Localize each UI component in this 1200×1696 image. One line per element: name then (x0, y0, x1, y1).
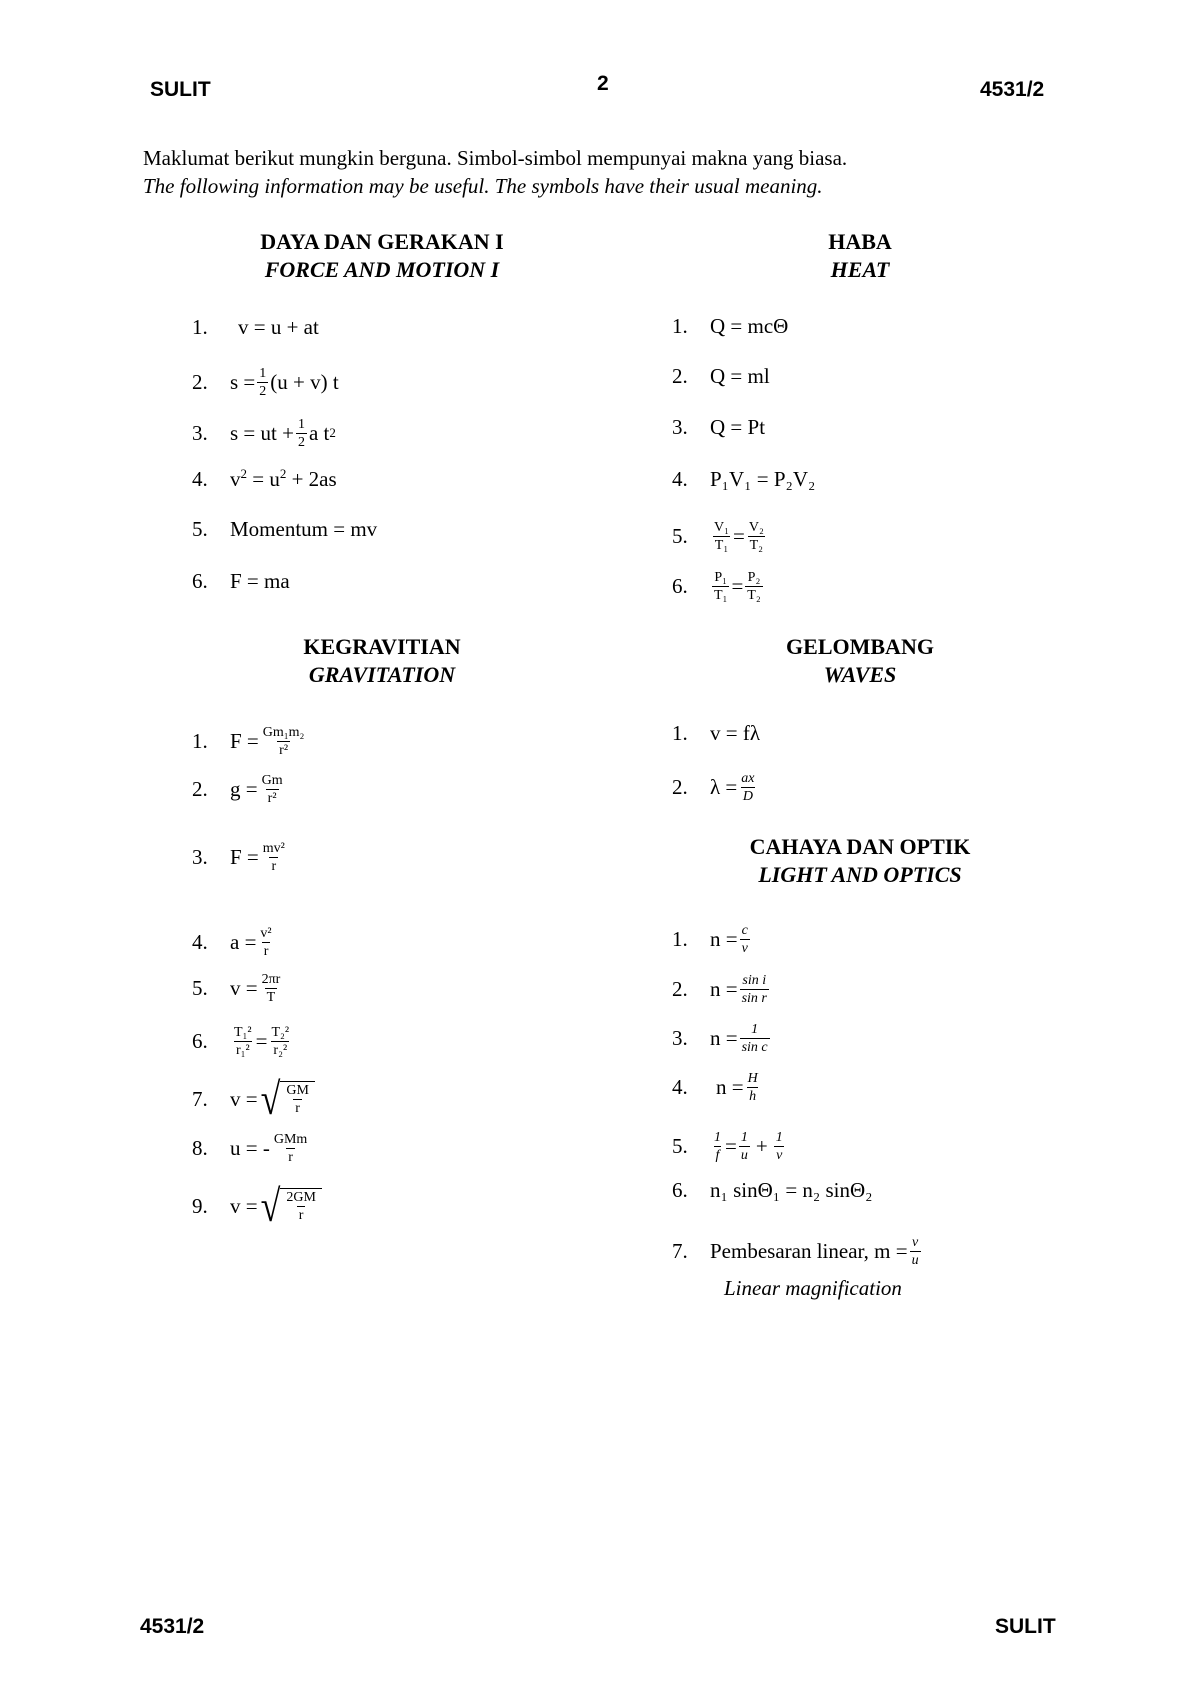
formula-item (192, 455, 337, 503)
item-number: 5. (672, 1133, 688, 1158)
radical-sign: √ (260, 1074, 281, 1124)
item-number: 2. (672, 976, 688, 1001)
formula: Momentum = mv (230, 516, 378, 541)
formula-item (192, 1017, 293, 1065)
formula-item (672, 352, 770, 400)
denominator: T₁ (714, 587, 728, 603)
formula-lhs: n = (710, 976, 738, 1001)
formula: v = u + at (238, 314, 319, 339)
formula: n₁ sinΘ₁ = n₂ sinΘ₂ (710, 1177, 873, 1202)
denominator: v (741, 940, 748, 956)
fraction (284, 1082, 311, 1117)
item-number: 7. (192, 1086, 208, 1111)
denominator: r (271, 858, 277, 874)
section-title-english: GRAVITATION (308, 662, 456, 687)
item-number: 9. (192, 1193, 208, 1218)
formula-item (672, 965, 771, 1013)
formula (710, 972, 771, 1007)
formula (230, 1074, 315, 1124)
item-number: 4. (192, 929, 208, 954)
fraction (261, 724, 307, 759)
formula-item (672, 709, 760, 757)
numerator: 1 (297, 416, 305, 432)
formula-item (192, 505, 377, 553)
fraction (269, 1024, 291, 1059)
square-root (260, 1181, 322, 1231)
denominator: h (749, 1088, 757, 1104)
formula-text: Pembesaran linear, m = (710, 1238, 908, 1263)
denominator: u (911, 1252, 919, 1268)
item-number: 6. (192, 568, 208, 593)
page-number: 2 (597, 72, 609, 95)
formula (230, 724, 308, 759)
item-number: 4. (672, 466, 688, 491)
formula-lhs: F = (230, 728, 259, 753)
numerator: 2GM (286, 1190, 316, 1205)
fraction (910, 1234, 921, 1269)
formula-item (672, 915, 752, 963)
numerator: GM (286, 1083, 309, 1098)
item-number: 7. (672, 1238, 688, 1263)
formula-lhs: n = (716, 1074, 744, 1099)
fraction (740, 1021, 770, 1056)
section-title-malay: KEGRAVITIAN (303, 634, 461, 659)
square-root (260, 1074, 315, 1124)
radical-sign: √ (260, 1181, 281, 1231)
formula (716, 1070, 762, 1105)
formula (710, 922, 752, 957)
numerator: v (912, 1234, 919, 1250)
footer-paper-code: 4531/2 (140, 1615, 205, 1638)
formula-lhs: g = (230, 776, 258, 801)
formula (710, 1129, 787, 1164)
fraction (260, 772, 285, 807)
formula-lhs: s = ut + (230, 420, 294, 445)
fraction (740, 972, 769, 1007)
fraction (712, 519, 731, 554)
fraction (232, 1024, 254, 1059)
formula-item (672, 512, 768, 560)
denominator: r (288, 1149, 293, 1165)
formula-lhs: u = - (230, 1135, 270, 1160)
formula (710, 569, 765, 604)
numerator: mv² (262, 840, 285, 856)
item-number: 8. (192, 1135, 208, 1160)
fraction (747, 519, 766, 554)
fraction (774, 1129, 785, 1164)
formula (230, 840, 289, 875)
formula-item (672, 1166, 872, 1214)
formula-item (672, 455, 815, 503)
formula-item (672, 1227, 923, 1275)
numerator: V₁ (714, 519, 729, 535)
intro-english: The following information may be useful. The symbols have their usual meaning. (143, 174, 823, 198)
item-number: 1. (672, 313, 688, 338)
numerator: 1 (740, 1129, 748, 1145)
item-number: 6. (672, 1177, 688, 1202)
fraction (257, 365, 268, 400)
numerator: 1 (751, 1021, 759, 1037)
item-number: 5. (192, 516, 208, 541)
numerator: 1 (714, 1129, 721, 1145)
formula-item (192, 1075, 315, 1123)
item-number: 1. (192, 728, 208, 753)
numerator: Gm (261, 772, 283, 788)
section-title-english: FORCE AND MOTION I (264, 257, 500, 282)
numerator: Gm₁m₂ (262, 724, 305, 740)
item-number: 1. (672, 720, 688, 745)
fraction (284, 1189, 318, 1224)
denominator: r₁² (235, 1042, 250, 1058)
item-number: 2. (672, 774, 688, 799)
formula-item (672, 1063, 762, 1111)
item-number: 2. (192, 369, 208, 394)
formula (710, 1021, 772, 1056)
item-number: 5. (192, 975, 208, 1000)
formula-item (192, 1182, 322, 1230)
formula-lhs: n = (710, 1025, 738, 1050)
denominator: 2 (259, 383, 267, 399)
section-title-english: WAVES (823, 662, 897, 687)
denominator: r² (267, 790, 277, 806)
denominator: r (298, 1208, 304, 1223)
item-number: 1. (192, 314, 208, 339)
formula (230, 1181, 322, 1231)
denominator: T₂ (747, 587, 761, 603)
numerator: H (747, 1070, 758, 1086)
fraction (740, 922, 750, 957)
formula-item (672, 1122, 787, 1170)
fraction (739, 1129, 750, 1164)
numerator: sin i (742, 972, 767, 988)
formula-item (672, 562, 765, 610)
item-number: 4. (192, 466, 208, 491)
item-number: 3. (672, 1025, 688, 1050)
formula (710, 770, 759, 805)
formula-item (192, 765, 287, 813)
formula-item (192, 964, 284, 1012)
equals: = (733, 523, 745, 548)
denominator: u (740, 1147, 748, 1163)
numerator: V₂ (748, 519, 764, 535)
formula (230, 1024, 293, 1059)
fraction (712, 569, 729, 604)
item-number: 4. (672, 1074, 688, 1099)
formula-item (192, 303, 319, 351)
formula-lhs: v = (230, 975, 258, 1000)
denominator: r (263, 943, 269, 959)
denominator: r² (279, 742, 289, 758)
formula-lhs: F = (230, 844, 259, 869)
formula (710, 519, 768, 554)
section-waves (650, 633, 1070, 689)
section-force-motion (172, 228, 592, 284)
item-number: 1. (672, 926, 688, 951)
item-number: 6. (192, 1028, 208, 1053)
denominator: D (742, 788, 753, 804)
numerator: P₂ (747, 569, 761, 585)
formula-lhs: v = (230, 1193, 258, 1218)
equals: = (725, 1133, 737, 1158)
formula-item (192, 918, 276, 966)
formula: v = fλ (710, 720, 761, 745)
section-heat (650, 228, 1070, 284)
formula (230, 1131, 311, 1166)
fraction (272, 1131, 309, 1166)
numerator: c (741, 922, 748, 938)
formula (230, 971, 284, 1006)
footer-sulit: SULIT (995, 1615, 1056, 1638)
formula-rhs: (u + v) t (270, 369, 339, 394)
section-title-malay: HABA (828, 229, 892, 254)
numerator: 2πr (261, 971, 281, 987)
formula (230, 925, 276, 960)
item-number: 3. (672, 414, 688, 439)
numerator: T₂² (271, 1024, 290, 1040)
item-number: 2. (192, 776, 208, 801)
item-number: 3. (192, 844, 208, 869)
formula: Q = mcΘ (710, 313, 789, 338)
formula: Q = Pt (710, 414, 766, 439)
header-sulit: SULIT (150, 78, 211, 101)
superscript-2: 2 (329, 425, 336, 440)
section-gravitation (172, 633, 592, 689)
numerator: GMm (273, 1131, 308, 1147)
section-title-malay: CAHAYA DAN OPTIK (749, 834, 971, 859)
denominator: T (266, 989, 276, 1005)
equals: = (255, 1028, 268, 1053)
formula (230, 416, 336, 451)
fraction (260, 971, 283, 1006)
formula-item (672, 302, 788, 350)
formula: Q = ml (710, 363, 770, 388)
equals: = (731, 573, 744, 598)
denominator: sin r (741, 990, 767, 1006)
formula-lhs: v = (230, 1086, 258, 1111)
numerator: P₁ (714, 569, 728, 585)
numerator: 1 (259, 365, 267, 381)
denominator: r₂² (273, 1042, 288, 1058)
formula-item (192, 1124, 311, 1172)
fraction (739, 770, 756, 805)
section-light-optics (650, 833, 1070, 889)
intro-malay: Maklumat berikut mungkin berguna. Simbol-simbol mempunyai makna yang biasa. (143, 146, 848, 170)
numerator: T₁² (234, 1024, 252, 1040)
formula: F = ma (230, 568, 290, 593)
denominator: r (295, 1101, 300, 1116)
formula: P₁V₁ = P₂V₂ (710, 466, 816, 491)
item-number: 5. (672, 523, 688, 548)
numerator: v² (260, 925, 272, 941)
section-title-english: LIGHT AND OPTICS (758, 862, 962, 887)
denominator: 2 (297, 434, 305, 450)
formula: $v^2 = u^2 + 2as$ (230, 466, 337, 491)
formula-lhs: a = (230, 929, 257, 954)
linear-magnification-english: Linear magnification (724, 1276, 902, 1300)
formula-lhs: λ = (710, 774, 738, 799)
section-title-malay: GELOMBANG (786, 634, 934, 659)
formula-lhs: s = (230, 369, 256, 394)
section-title-english: HEAT (830, 257, 890, 282)
item-number: 6. (672, 573, 688, 598)
formula-item (192, 358, 339, 406)
fraction (745, 569, 762, 604)
formula-item (672, 763, 759, 811)
formula (230, 772, 287, 807)
formula-item (192, 557, 290, 605)
numerator: 1 (775, 1129, 783, 1145)
denominator: T₁ (714, 537, 729, 553)
section-title-malay: DAYA DAN GERAKAN I (260, 229, 504, 254)
formula-rhs: a t (308, 420, 330, 445)
fraction (746, 1070, 760, 1105)
formula-item (672, 1014, 772, 1062)
fraction (261, 840, 287, 875)
fraction (296, 416, 307, 451)
fraction (258, 925, 273, 960)
denominator: sin c (741, 1039, 768, 1055)
item-number: 3. (192, 420, 208, 445)
header-paper-code: 4531/2 (980, 78, 1045, 101)
denominator: T₂ (749, 537, 764, 553)
plus: + (755, 1133, 768, 1158)
formula-item (192, 409, 336, 457)
formula (710, 1234, 923, 1269)
formula (230, 365, 339, 400)
formula-item (192, 717, 308, 765)
fraction (712, 1129, 723, 1164)
denominator: f (715, 1147, 720, 1163)
item-number: 2. (672, 363, 688, 388)
formula-item (192, 833, 289, 881)
denominator: v (776, 1147, 783, 1163)
numerator: ax (741, 770, 755, 786)
formula-item (672, 403, 765, 451)
formula-lhs: n = (710, 926, 738, 951)
